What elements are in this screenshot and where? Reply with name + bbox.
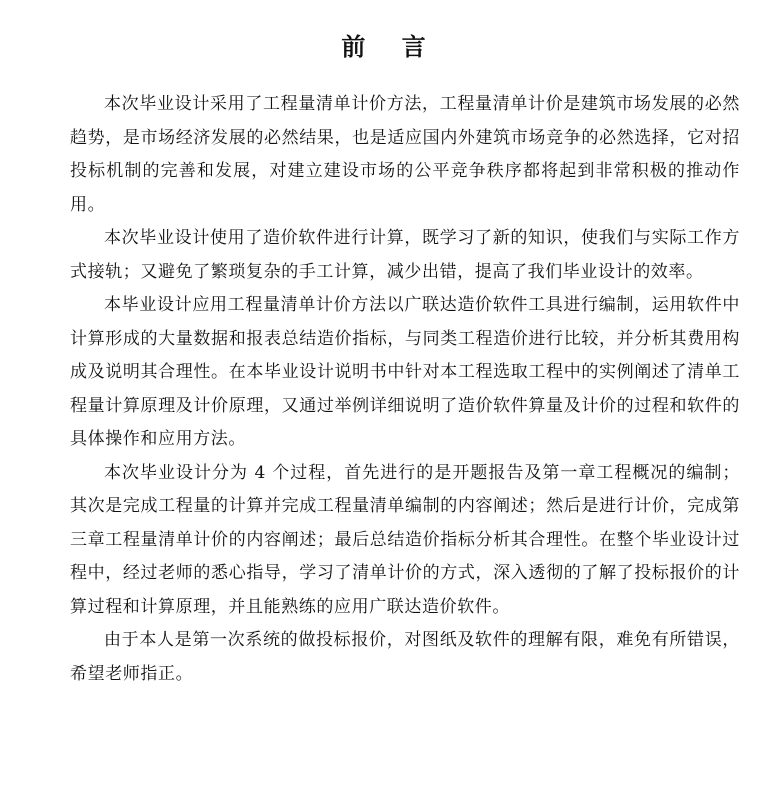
paragraph-5: 由于本人是第一次系统的做投标报价，对图纸及软件的理解有限，难免有所错误，希望老师指正。 xyxy=(70,630,740,684)
paragraph-2: 本次毕业设计使用了造价软件进行计算，既学习了新的知识，使我们与实际工作方式接轨；又避免了繁琐复杂的手工计算，减少出错，提高了我们毕业设计的效率。 xyxy=(70,228,740,282)
paragraph-1: 本次毕业设计采用了工程量清单计价方法，工程量清单计价是建筑市场发展的必然趋势，是市场经济发展的必然结果，也是适应国内外建筑市场竞争的必然选择，它对招投标机制的完善和发展，对建立建设市场的公平竞争秩序都将起到非常积极的推动作用。 xyxy=(70,94,740,215)
paragraph-3: 本毕业设计应用工程量清单计价方法以广联达造价软件工具进行编制，运用软件中计算形成的大量数据和报表总结造价指标，与同类工程造价进行比较，并分析其费用构成及说明其合理性。在本毕业设计说明书中针对本工程选取工程中的实例阐述了清单工程量计算原理及计价原理，又通过举例详细说明了造价软件算量及计价的过程和软件的具体操作和应用方法。 xyxy=(70,295,740,449)
document-body xyxy=(70,88,740,691)
page-title: 前 言 xyxy=(341,33,440,61)
paragraph-4: 本次毕业设计分为 4 个过程，首先进行的是开题报告及第一章工程概况的编制；其次是完成工程量的计算并完成工程量清单编制的内容阐述；然后是进行计价，完成第三章工程量清单计价的内容阐述；最后总结造价指标分析其合理性。在整个毕业设计过程中，经过老师的悉心指导，学习了清单计价的方式，深入透彻的了解了投标报价的计算过程和计算原理，并且能熟练的应用广联达造价软件。 xyxy=(70,462,740,617)
